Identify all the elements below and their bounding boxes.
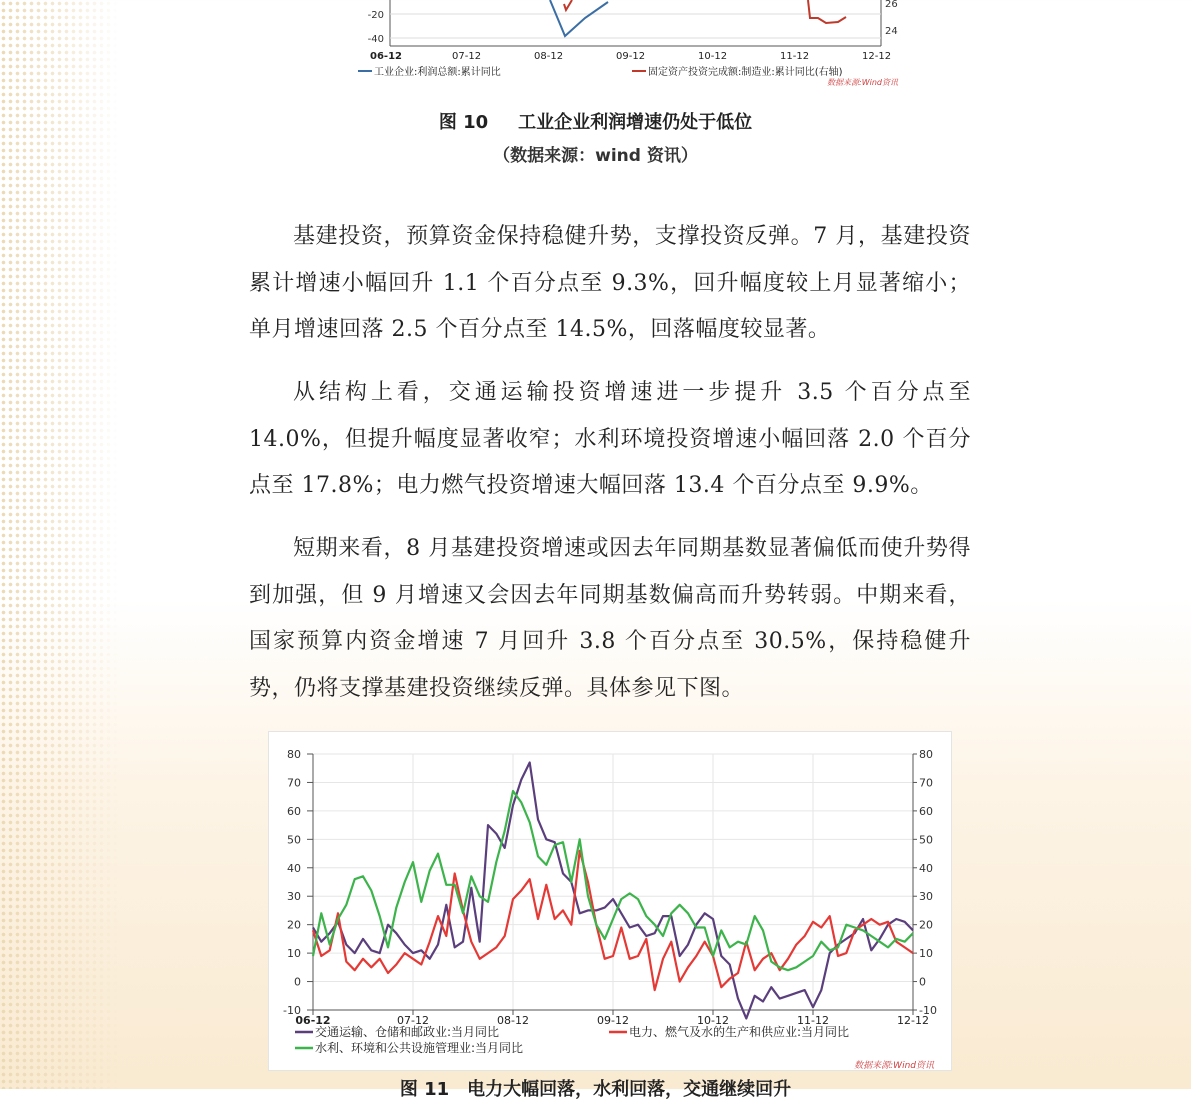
fig11-y-right-tick: 50 — [919, 833, 933, 847]
fig11-axes — [283, 748, 937, 1027]
fig11-watermark: 数据来源:Wind资讯 — [854, 1061, 934, 1070]
figure-11-chart — [269, 732, 951, 1070]
fig10-gridlines — [390, 14, 881, 38]
fig10-legend-label: 工业企业:利润总额:累计同比 — [374, 67, 501, 78]
fig10-y-left-tick: -20 — [367, 10, 384, 21]
fig10-x-tick: 12-12 — [862, 51, 892, 62]
paragraph: 基建投资，预算资金保持稳健升势，支撑投资反弹。7 月，基建投资累计增速小幅回升 1.1 个百分点至 9.3%，回升幅度较上月显著缩小；单月增速回落 2.5 个百分点至 14.5%，回落幅度较显著。 — [249, 224, 971, 342]
fig10-y-left-tick: -40 — [367, 34, 384, 45]
fig11-y-right-tick: 0 — [919, 975, 926, 989]
fig11-y-right-tick: -10 — [919, 1004, 937, 1017]
fig10-x-tick: 11-12 — [780, 51, 810, 62]
fig11-y-left-tick: 50 — [287, 833, 301, 847]
fig10-x-tick: 08-12 — [534, 51, 564, 62]
fig11-x-tick: 12-12 — [897, 1014, 929, 1027]
fig10-series-manufacturing — [564, 0, 572, 10]
figure-10-caption — [0, 108, 1191, 134]
fig11-y-left-tick: 0 — [294, 975, 301, 989]
fig11-x-tick: 08-12 — [497, 1014, 529, 1027]
fig11-y-right-tick: 20 — [919, 918, 933, 932]
fig11-gridlines — [313, 754, 913, 1010]
figure-11-caption — [0, 1075, 1191, 1101]
figure-10-source: （数据来源：wind 资讯） — [493, 146, 698, 166]
fig11-y-left-tick: -10 — [283, 1004, 301, 1017]
fig11-legend — [295, 1024, 849, 1055]
fig10-y-right-tick: 24 — [885, 26, 898, 37]
fig11-x-tick: 09-12 — [597, 1014, 629, 1027]
fig11-x-tick: 07-12 — [397, 1014, 429, 1027]
figure-10-title: 工业企业利润增速仍处于低位 — [518, 112, 753, 133]
paragraph: 从结构上看，交通运输投资增速进一步提升 3.5 个百分点至 14.0%，但提升幅度显著收窄；水利环境投资增速小幅回落 2.0 个百分点至 17.8%；电力燃气投资增速大幅回落 13.4 个百分点至 9.9%。 — [249, 380, 971, 498]
fig11-y-left-tick: 10 — [287, 947, 301, 961]
fig10-x-tick: 06-12 — [370, 51, 402, 62]
fig11-y-left-tick: 80 — [287, 748, 301, 761]
figure-11-title: 电力大幅回落，水利回落，交通继续回升 — [467, 1079, 792, 1100]
fig10-series-profit — [550, 0, 608, 36]
figure-10-number: 图 10 — [438, 112, 489, 133]
fig11-y-right-tick: 60 — [919, 804, 933, 818]
fig11-legend-label: 电力、燃气及水的生产和供应业:当月同比 — [629, 1025, 850, 1039]
fig11-y-right-tick: 40 — [919, 861, 933, 875]
fig11-x-tick: 11-12 — [797, 1014, 829, 1027]
fig11-y-right-tick: 30 — [919, 890, 933, 904]
fig10-legend-label: 固定资产投资完成额:制造业:累计同比(右轴) — [648, 67, 843, 78]
fig11-y-left-tick: 40 — [287, 861, 301, 875]
fig11-y-left-tick: 30 — [287, 890, 301, 904]
fig11-y-right-tick: 10 — [919, 947, 933, 961]
figure-11-number: 图 11 — [399, 1079, 450, 1100]
fig10-y-right-tick: 26 — [885, 0, 898, 10]
fig11-y-left-tick: 60 — [287, 804, 301, 818]
fig11-x-tick: 10-12 — [697, 1014, 729, 1027]
fig10-series-manufacturing-b — [808, 0, 846, 23]
fig11-x-tick: 06-12 — [295, 1014, 331, 1027]
fig10-watermark: 数据来源:Wind资讯 — [827, 78, 898, 87]
fig11-legend-label: 水利、环境和公共设施管理业:当月同比 — [315, 1041, 524, 1055]
fig11-y-right-tick: 80 — [919, 748, 933, 761]
figure-10-chart — [340, 0, 920, 92]
fig11-y-left-tick: 70 — [287, 776, 301, 790]
fig10-x-tick: 10-12 — [698, 51, 728, 62]
fig11-y-right-tick: 70 — [919, 776, 933, 790]
paragraph: 短期来看，8 月基建投资增速或因去年同期基数显著偏低而使升势得到加强，但 9 月增速又会因去年同期基数偏高而升势转弱。中期来看，国家预算内资金增速 7 月回升 3.8 个百分点至 30.5%，保持稳健升势，仍将支撑基建投资继续反弹。具体参见下图。 — [249, 536, 971, 701]
figure-11-chart-frame — [268, 731, 952, 1071]
fig10-x-tick: 07-12 — [452, 51, 482, 62]
fig11-legend-label: 交通运输、仓储和邮政业:当月同比 — [315, 1025, 500, 1039]
fig10-x-tick: 09-12 — [616, 51, 646, 62]
fig11-y-left-tick: 20 — [287, 918, 301, 932]
